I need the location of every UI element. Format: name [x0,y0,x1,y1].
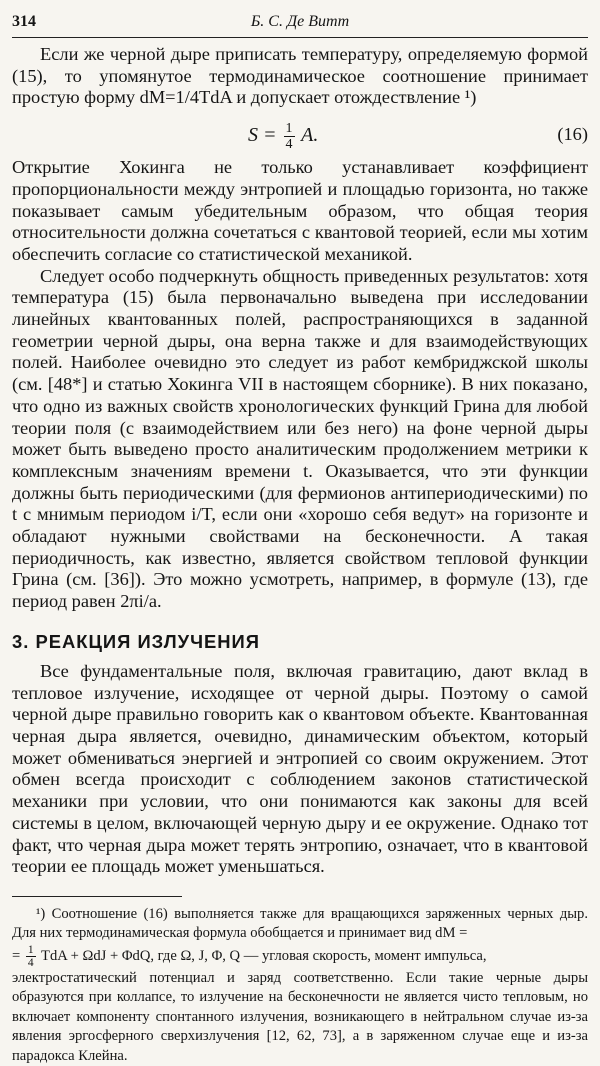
formula-fraction-numerator: 1 [285,121,293,137]
paragraph-hawking-discovery: Открытие Хокинга не только устанавливает коэффициент пропорциональности между энтропией и площадью горизонта, но также показывает самым убедительным образом, что общая теория относительности должна сочетаться с квантовой теорией, если мы хотим обеспечить согласие со статистической механикой. [12,157,588,264]
footnote-fraction [26,944,36,969]
paragraph-generality: Следует особо подчеркнуть общность приведенных результатов: хотя температура (15) была первоначально выведена при исследовании линейных квантованных полей, распространяющихся в заданной геометрии черной дыры, она верна также и для взаимодействующих полей. Наиболее очевидно это следует из работ кембриджской школы (см. [48*] и статью Хокинга VII в настоящем сборнике). В них показано, что одно из важных свойств хронологических функций Грина для любой теории поля (с взаимодействием или без него) на фоне черной дыры может быть выведено просто аналитическим продолжением метрики к комплексным значениям времени t. Оказывается, что эти функции должны быть периодическими (для фермионов антипериодическими) по t с мнимым периодом i/T, если они «хорошо себя ведут» на горизонте и обладают нужными свойствами на бесконечности. А такая периодичность, как известно, является свойством тепловой функции Грина (см. [36]). Это можно усмотреть, например, в формуле (13), где период равен 2πi/a. [12,265,588,612]
formula-expression [248,121,318,152]
header-rule [12,37,588,38]
paragraph-temperature: Если же черной дыре приписать температуру, определяемую формой (15), то упомянутое термодинамическое соотношение принимает простую форму dM=1/4TdA и допускает отождествление ¹) [12,44,588,108]
formula-rhs: A. [301,124,319,147]
formula-number: (16) [557,124,588,145]
footnote-line-1: ¹) Соотношение (16) выполняется также для вращающихся заряженных черных дыр. Для них термодинамическая формула обобщается и принимает вид dM = [12,905,588,942]
formula-fraction [284,121,295,152]
footnote-rule [12,896,182,897]
book-page [12,0,588,1066]
formula-16 [12,109,588,157]
footnote-line-3: электростатический потенциал и заряд соответственно. Если такие черные дыры образуются при коллапсе, то излучение на бесконечности не является чисто тепловым, но включает компоненту спонтанного излучения, возникающего в нейтральном случае из-за явления эргосферного сверхизлучения [12, 62, 73], а в заряженном случае еще и из-за парадокса Клейна. [12,969,588,1064]
formula-fraction-denominator: 4 [285,137,293,153]
footnote-formula-rest: TdA + ΩdJ + ΦdQ, где Ω, J, Φ, Q — угловая скорость, момент импульса, [41,947,487,964]
page-header [12,0,588,44]
page-number: 314 [12,13,36,30]
footnote-fraction-denominator: 4 [27,956,34,969]
footnote-equals: = [12,947,21,964]
section-title: 3. РЕАКЦИЯ ИЗЛУЧЕНИЯ [12,630,260,652]
footnote-fraction-numerator: 1 [27,943,34,956]
footnote [12,905,588,1066]
running-head: Б. С. Де Витт [250,13,350,30]
paragraph-radiation: Все фундаментальные поля, включая гравитацию, дают вклад в тепловое излучение, исходящее от черной дыры. Поэтому о самой черной дыре правильно говорить как о квантовом объекте. Квантованная черная дыра является, очевидно, динамическим объектом, который может обмениваться энергией и энтропией со своим окружением. Этот обмен всегда происходит с соблюдением законов статистической механики при условии, что они понимаются как законы для всей системы в целом, включающей черную дыру и ее окружение. Однако тот факт, что черная дыра может терять энтропию, означает, что в квантовой теории ее площадь может уменьшаться. [12,660,588,877]
footnote-formula-line [12,944,588,969]
formula-lhs: S = [248,124,277,147]
